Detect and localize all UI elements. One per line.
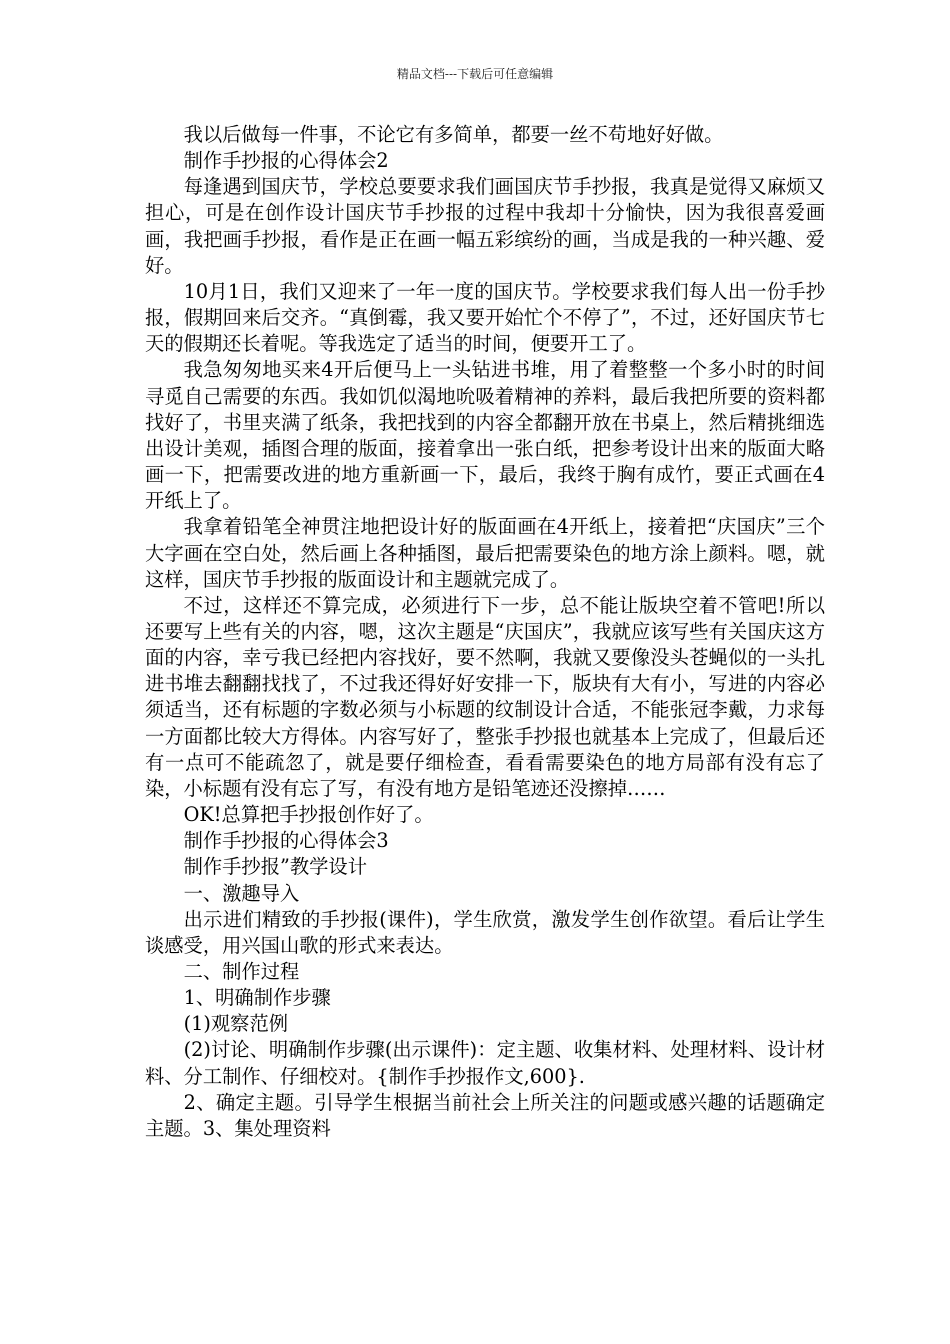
list-heading: 二、制作过程 (183, 960, 300, 983)
paragraph: 我以后做每一件事，不论它有多简单，都要一丝不苟地好好做。 (183, 123, 724, 146)
paragraph: 出示进们精致的手抄报(课件)，学生欣赏，激发学生创作欲望。看后让学生谈感受，用兴国山歌的形式来表达。 (145, 907, 825, 957)
paragraph: 不过，这样还不算完成，必须进行下一步，总不能让版块空着不管吧!所以还要写上些有关的内容，嗯，这次主题是“庆国庆”，我就应该写些有关国庆这方面的内容，幸亏我已经把内容找好，要不然啊，我就又要像没头苍蝇似的一头扎进书堆去翻翻找找了，不过我还得好好安排一下，版块有大有小，写进的内容必须适当，还有标题的字数必须与小标题的纹制设计合适，不能张冠李戴，力求每一方面都比较大方得体。内容写好了，整张手抄报也就基本上完成了，但最后还有一点可不能疏忽了，就是要仔细检查，看看需要染色的地方局部有没有忘了染，小标题有没有忘了写，有没有地方是铅笔迹还没擦掉…… (145, 593, 825, 800)
paragraph: 10月1日，我们又迎来了一年一度的国庆节。学校要求我们每人出一份手抄报，假期回来后交齐。“真倒霉，我又要开始忙个不停了”，不过，还好国庆节七天的假期还长着呢。等我选定了适当的时间，便要开工了。 (145, 279, 825, 356)
list-heading: 一、激趣导入 (183, 881, 300, 905)
paragraph: OK!总算把手抄报创作好了。 (183, 803, 434, 827)
section-heading: 制作手抄报”教学设计 (183, 855, 367, 879)
list-item: 1、明确制作步骤 (183, 986, 331, 1010)
section-heading: 制作手抄报的心得体会3 (183, 829, 389, 853)
document-body (145, 122, 825, 1142)
list-item: 2、确定主题。引导学生根据当前社会上所关注的问题或感兴趣的话题确定主题。3、集处理资料 (145, 1090, 825, 1140)
page-header: 精品文档---下载后可任意编辑 (396, 67, 554, 81)
paragraph: 每逢遇到国庆节，学校总要要求我们画国庆节手抄报，我真是觉得又麻烦又担心，可是在创作设计国庆节手抄报的过程中我却十分愉快，因为我很喜爱画画，我把画手抄报，看作是正在画一幅五彩缤纷的画，当成是我的一种兴趣、爱好。 (145, 175, 825, 277)
paragraph: 我拿着铅笔全神贯注地把设计好的版面画在4开纸上，接着把“庆国庆”三个大字画在空白处，然后画上各种插图，最后把需要染色的地方涂上颜料。嗯，就这样，国庆节手抄报的版面设计和主题就完成了。 (145, 515, 825, 591)
section-heading: 制作手抄报的心得体会2 (183, 149, 389, 173)
list-item: (1)观察范例 (183, 1012, 289, 1036)
list-item: (2)讨论、明确制作步骤(出示课件)：定主题、收集材料、处理材料、设计材料、分工制作、仔细校对。{制作手抄报作文,600}. (145, 1038, 825, 1088)
paragraph: 我急匆匆地买来4开后便马上一头钻进书堆，用了着整整一个多小时的时间寻觅自己需要的东西。我如饥似渴地吮吸着精神的养料，最后我把所要的资料都找好了，书里夹满了纸条，我把找到的内容全都翻开放在书桌上，然后精挑细选出设计美观，插图合理的版面，接着拿出一张白纸，把参考设计出来的版面大略画一下，把需要改进的地方重新画一下，最后，我终于胸有成竹，要正式画在4开纸上了。 (145, 358, 825, 513)
